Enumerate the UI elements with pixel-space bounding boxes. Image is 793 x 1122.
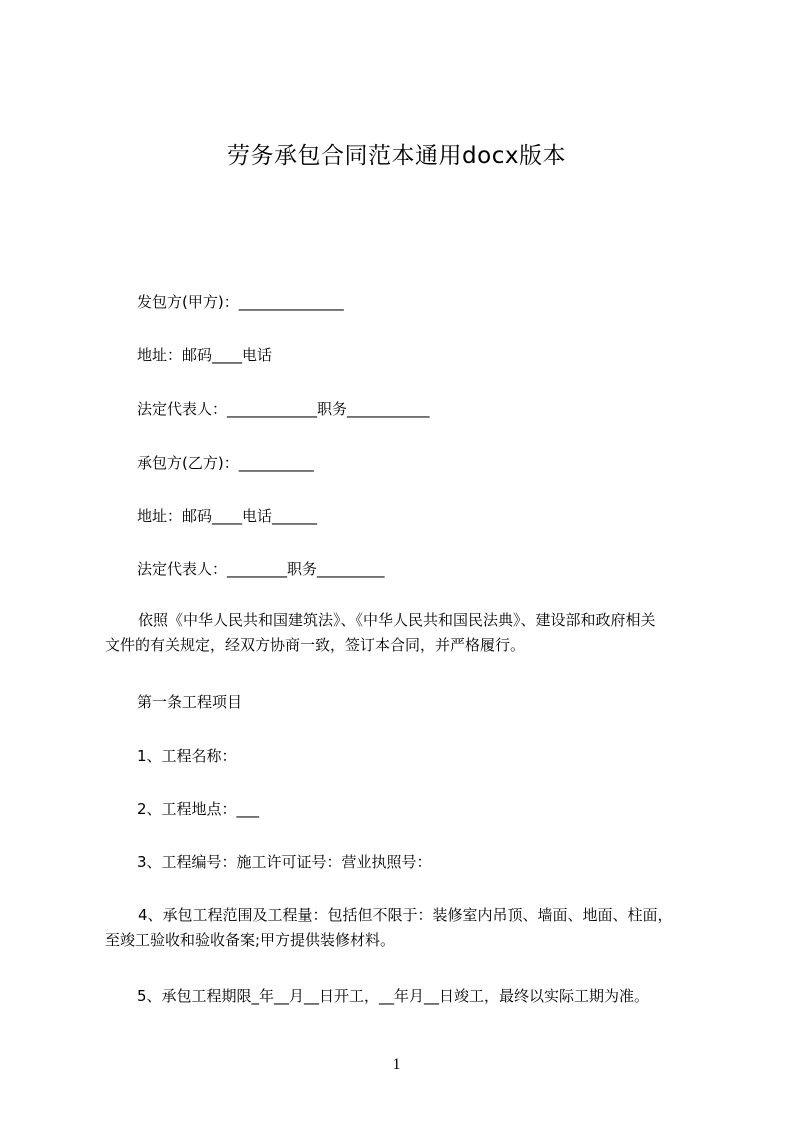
party-a-line: 发包方(甲方)：______________ — [137, 293, 344, 311]
party-a-address-line: 地址：邮码____电话 — [137, 346, 273, 364]
article-1-item-3: 3、工程编号：施工许可证号：营业执照号： — [137, 853, 432, 871]
article-1-item-2: 2、工程地点：___ — [137, 800, 260, 818]
party-b-line: 承包方(乙方)：__________ — [137, 454, 314, 472]
intro-line-2: 文件的有关规定，经双方协商一致，签订本合同，并严格履行。 — [105, 636, 526, 654]
party-b-address-line: 地址：邮码____电话______ — [137, 507, 318, 525]
intro-paragraph — [105, 608, 700, 658]
party-b-representative-line: 法定代表人：________职务_________ — [137, 560, 385, 578]
article-1-item-4 — [105, 903, 700, 953]
article-1-item-1: 1、工程名称： — [137, 747, 237, 765]
article-1-item-4-line-2: 至竣工验收和验收备案;甲方提供装修材料。 — [105, 931, 396, 949]
document-title: 劳务承包合同范本通用docx版本 — [227, 143, 566, 169]
article-1-item-4-line-1: 4、承包工程范围及工程量：包括但不限于：装修室内吊顶、墙面、地面、柱面， — [138, 906, 673, 924]
party-a-representative-line: 法定代表人：____________职务___________ — [137, 400, 430, 418]
page-number: 1 — [392, 1056, 401, 1073]
article-1-heading: 第一条工程项目 — [137, 693, 243, 711]
intro-line-1: 依照《中华人民共和国建筑法》、《中华人民共和国民法典》、建设部和政府相关 — [138, 611, 656, 629]
article-1-item-5: 5、承包工程期限_年__月__日开工，__年月__日竣工，最终以实际工期为准。 — [137, 987, 650, 1005]
